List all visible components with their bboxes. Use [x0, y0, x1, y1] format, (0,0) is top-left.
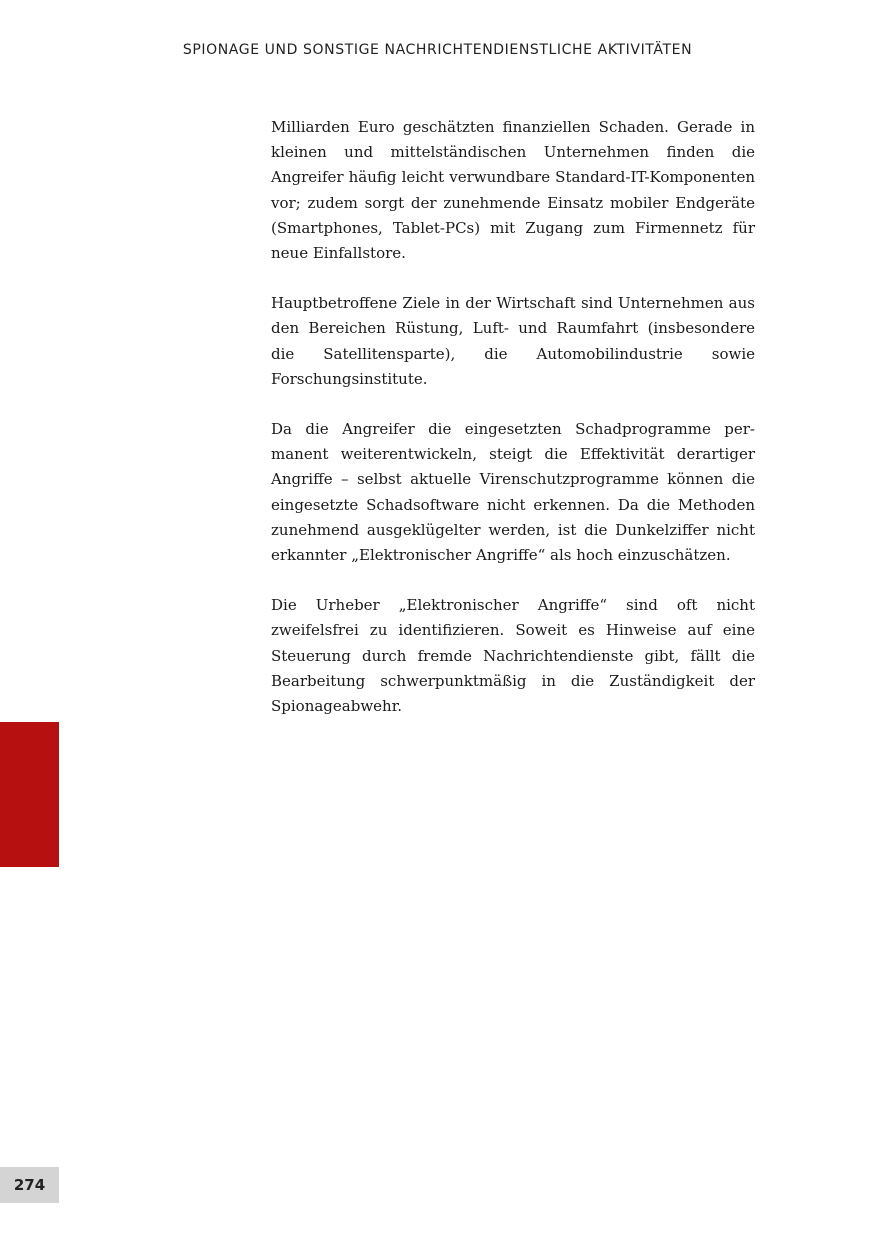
- paragraph-1: Milliarden Euro geschätzten finanziellen Schaden. Gerade in kleinen und mittelständischen Unternehmen finden die Angreifer häufig leicht verwundbare Standard-IT-Komponenten vor; zudem sorgt der zunehmende Einsatz mobiler Endgeräte (Smartphones, Tablet-PCs) mit Zugang zum Firmennetz für neue Einfallstore.: [271, 118, 755, 263]
- running-header: SPIONAGE UND SONSTIGE NACHRICHTENDIENSTLICHE AKTIVITÄTEN: [182, 42, 693, 58]
- paragraph-4: Die Urheber „Elektronischer Angriffe“ sind oft nicht zweifelsfrei zu identifizieren. Soweit es Hinweise auf eine Steuerung durch fremde Nachrichtendienste gibt, fällt die Bearbeitung schwerpunktmäßig in die Zuständigkeit der Spionageabwehr.: [271, 596, 755, 716]
- chapter-tab-marker: [0, 722, 59, 867]
- paragraph-3: Da die Angreifer die eingesetzten Schadprogramme permanent weiterentwickeln, steigt die Effektivität derartiger Angriffe – selbst aktuelle Virenschutzprogramme können die eingesetzte Schadsoftware nicht erkennen. Da die Methoden zunehmend ausgeklügelter werden, ist die Dunkelziffer nicht erkannter „Elektronischer Angriffe“ als hoch einzuschätzen.: [271, 420, 755, 565]
- paragraph-2: Hauptbetroffene Ziele in der Wirtschaft sind Unternehmen aus den Bereichen Rüstung, Luft- und Raumfahrt (insbesondere die Satellitensparte), die Automobilindustrie sowie Forschungsinstitute.: [271, 294, 755, 388]
- body-text: [271, 115, 755, 744]
- page-number: 274: [0, 1167, 59, 1203]
